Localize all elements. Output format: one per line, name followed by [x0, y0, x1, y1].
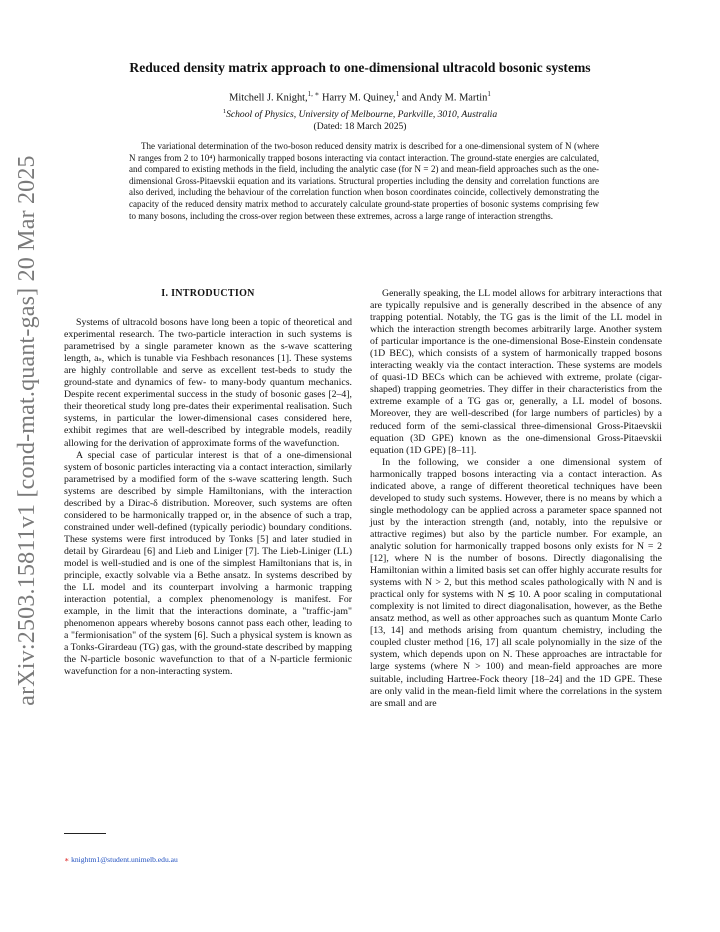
- affiliation-text: School of Physics, University of Melbourne, Parkville, 3010, Australia: [226, 109, 498, 121]
- left-column: [64, 288, 352, 678]
- author-list: [0, 90, 720, 103]
- footnote-rule: [64, 833, 106, 834]
- affiliation-mark: 1: [222, 108, 227, 115]
- email-link[interactable]: knightm1@student.unimelb.edu.au: [71, 855, 178, 864]
- right-column: [370, 288, 662, 710]
- arxiv-identifier: arXiv:2503.15811v1 [cond-mat.quant-gas] 20 Mar 2025: [13, 154, 40, 706]
- footnote: [64, 855, 178, 864]
- paragraph: Systems of ultracold bosons have long been a topic of theoretical and experimental research. The two-particle interaction in such systems is parametrised by a single parameter known as the s-wave scattering length, aₛ, which is tunable via Feshbach resonances [1]. These systems are highly controllable and serve as excellent test-beds to study the ground-state and dynamics of few- to many-body quantum mechanics. Despite recent experimental success in the study of bosonic gases [2–4], their theoretical study long pre-dates their experimental realisation. Such systems, in particular the lower-dimensional cases considered here, exhibit regimes that are well-described by integrable models, readily allowing for the derivation of approximate forms of the wavefunction.: [64, 317, 352, 449]
- author-name: Harry M. Quiney,: [322, 92, 396, 104]
- author-affiliation-mark: 1: [395, 90, 400, 98]
- abstract: The variational determination of the two-boson reduced density matrix is described for a one-dimensional system of N (where N ranges from 2 to 10⁴) harmonically trapped bosons interacting via contact interaction. The ground-state energies are calculated, and compared to existing methods in the field, including the analytic case (for N = 2) and mean-field approaches such as the one-dimensional Gross-Pitaevskii equation and its variations. Structural properties including the density and correlation functions are also derived, including the behaviour of the correlation function when boson coordinates coincide, collectively demonstrating the capacity of the reduced density matrix method to accurately calculate ground-state properties of bosonic systems comprising few to many bosons, including the cross-over region between these extremes, across a large range of interaction strengths.: [129, 141, 599, 221]
- affiliation: [0, 108, 720, 120]
- paragraph: In the following, we consider a one dimensional system of harmonically trapped bosons interacting via a contact interaction. As indicated above, a range of different theoretical techniques have been developed to study such systems. However, there is no means by which a single methodology can be applied across a parameter space spanned not just by the interaction strength (and, notably, into the repulsive or attractive regimes) but also by the particle number. For example, an analytic solution for harmonically trapped bosons only exists for N = 2 [12], where N is the number of bosons. Directly diagonalising the Hamiltonian within a limited basis set can offer highly accurate results for systems with N > 2, but this method scales pathologically with N and is practical only for systems with N ≲ 10. A poor scaling in computational complexity is not limited to direct diagonalisation, however, as the Bethe ansatz method, as well as other approaches such as quantum Monte Carlo [13, 14] and methods arising from quantum chemistry, including the coupled cluster method [16, 17] all scale polynomially in the size of the system, which depends upon on N. These approaches are intractable for large systems (where N > 100) and mean-field approaches are more suitable, including Hartree-Fock theory [18–24] and the 1D GPE. These are only valid in the mean-field limit where the correlations in the system are small and are: [370, 456, 662, 709]
- author-name: and Andy M. Martin: [401, 92, 488, 104]
- date-line: (Dated: 18 March 2025): [313, 121, 407, 132]
- paragraph: Generally speaking, the LL model allows for arbitrary interactions that are typically repulsive and is generally described in the absence of any trapping potential. Notably, the TG gas is the limit of the LL model in which the interaction strength becomes arbitrarily large. Another system of particular importance is the one-dimensional Bose-Einstein condensate (1D BEC), which consists of a system of harmonically trapped bosons interacting weakly via the contact interaction. These systems are models of quasi-1D BECs which can be achieved with extreme, prolate (cigar-shaped) trapping geometries. They differ in their characteristics from the extreme example of a TG gas or, generally, a LL model of bosons. Moreover, they are well-described (for large numbers of particles) by a reduced form of the semi-classical three-dimensional Gross-Pitaevskii equation (3D GPE) known as the one-dimensional Gross-Pitaevskii equation (1D GPE) [8–11].: [370, 288, 662, 456]
- paragraph: A special case of particular interest is that of a one-dimensional system of bosonic particles interacting via a contact interaction, similarly parametrised by a modified form of the s-wave scattering length. Such systems are described by simple Hamiltonians, with the interaction described by a Dirac-δ distribution. Moreover, such systems are often considered to be harmonically trapped or, in the absence of such a trap, constrained under well-defined (typically periodic) boundary conditions. These systems were first introduced by Tonks [5] and later studied in detail by Girardeau [6] and Lieb and Liniger [7]. The Lieb-Liniger (LL) model is well-studied and is one of the simplest Hamiltonians that is, in principle, exactly solvable via a Bethe ansatz. In systems described by the LL model and its counterpart involving a harmonic trapping interaction potential, a complex phenomenology is manifest. For example, in the limit that the interactions dominate, a "traffic-jam" phenomenon appears whereby bosons cannot pass each other, leading to a "fermionisation" of the system [6]. Such a physical system is known as a Tonks-Girardeau (TG) gas, with the ground-state described by mapping the N-particle bosonic wavefunction to that of a N-particle fermionic wavefunction for a non-interacting system.: [64, 449, 352, 678]
- author-affiliation-mark: 1, ∗: [307, 90, 320, 98]
- paper-title: Reduced density matrix approach to one-dimensional ultracold bosonic systems: [129, 60, 591, 75]
- section-heading: I. INTRODUCTION: [161, 288, 255, 299]
- author-affiliation-mark: 1: [487, 90, 491, 98]
- arxiv-stamp: [2, 154, 52, 706]
- footnote-marker: ∗: [64, 855, 70, 864]
- author-name: Mitchell J. Knight,: [229, 92, 308, 104]
